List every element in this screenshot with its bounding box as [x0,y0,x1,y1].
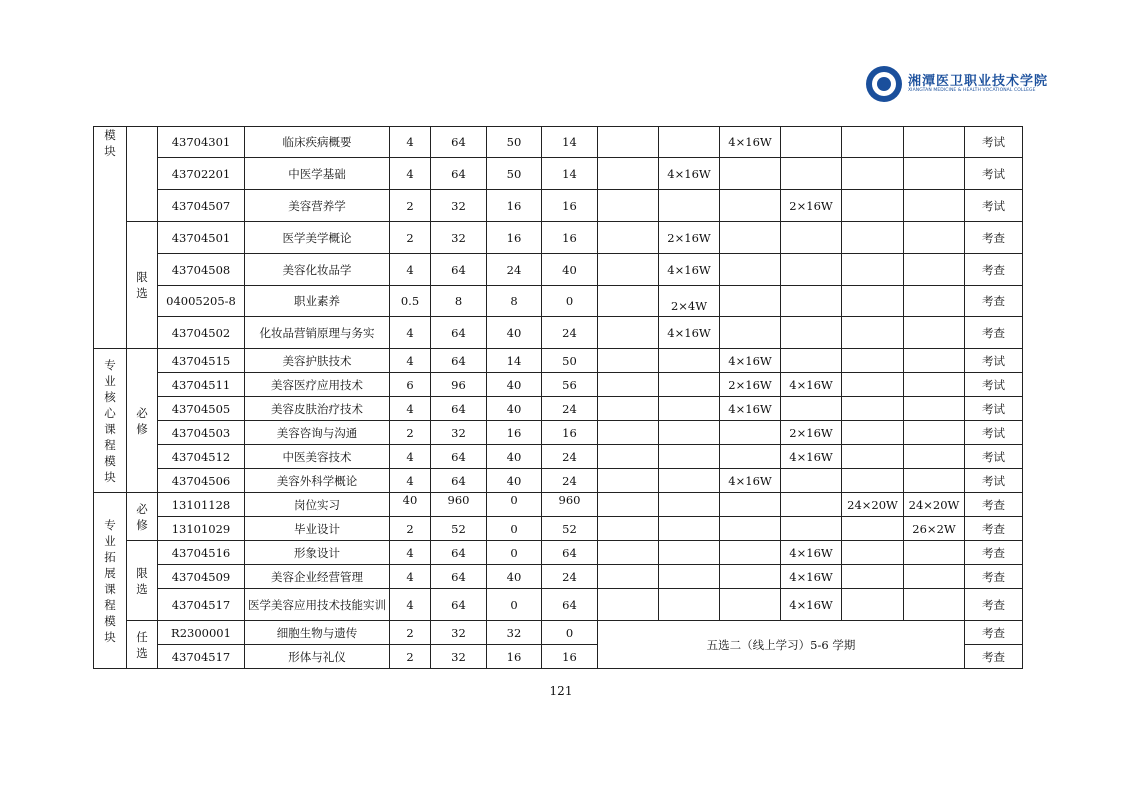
credit: 4 [390,565,431,589]
assessment: 考试 [965,190,1023,222]
semester-1 [598,286,659,317]
course-name: 中医美容技术 [245,445,390,469]
assessment: 考查 [965,621,1023,645]
course-name: 形象设计 [245,541,390,565]
semester-4 [781,397,842,421]
semester-5 [842,541,904,565]
total-hours: 64 [431,541,487,565]
course-name: 美容医疗应用技术 [245,373,390,397]
module-cell: 模块 [94,127,127,349]
practice-hours: 0 [542,621,598,645]
total-hours: 960 [431,493,487,517]
course-name: 美容外科学概论 [245,469,390,493]
assessment: 考查 [965,222,1023,254]
credit: 0.5 [390,286,431,317]
semester-1 [598,469,659,493]
college-name-en: XIANGTAN MEDICINE & HEALTH VOCATIONAL COLLEGE [908,88,1036,93]
semester-5 [842,286,904,317]
theory-hours: 0 [487,541,542,565]
practice-hours: 24 [542,397,598,421]
course-name: 美容护肤技术 [245,349,390,373]
practice-hours: 24 [542,469,598,493]
semester-4 [781,349,842,373]
theory-hours: 40 [487,445,542,469]
credit: 40 [390,493,431,517]
semester-4 [781,317,842,349]
semester-2: 4×16W [659,158,720,190]
semester-6 [904,190,965,222]
semester-2 [659,421,720,445]
assessment: 考试 [965,373,1023,397]
page-number: 121 [549,684,573,698]
semester-1 [598,373,659,397]
table-row [94,589,1023,621]
practice-hours: 40 [542,254,598,286]
semester-4 [781,493,842,517]
semester-2: 4×16W [659,254,720,286]
semester-4 [781,127,842,158]
practice-hours: 0 [542,286,598,317]
semester-4: 4×16W [781,445,842,469]
theory-hours: 50 [487,127,542,158]
theory-hours: 24 [487,254,542,286]
total-hours: 32 [431,621,487,645]
semester-2 [659,517,720,541]
course-code: 43704506 [158,469,245,493]
semester-3 [720,317,781,349]
semester-1 [598,445,659,469]
theory-hours: 40 [487,565,542,589]
semester-3 [720,158,781,190]
table-row [94,373,1023,397]
practice-hours: 52 [542,517,598,541]
semester-3 [720,589,781,621]
table-row [94,317,1023,349]
semester-4: 2×16W [781,190,842,222]
semester-2: 2×4W [659,286,720,317]
theory-hours: 0 [487,517,542,541]
practice-hours: 24 [542,317,598,349]
course-name: 形体与礼仪 [245,645,390,669]
semester-4: 4×16W [781,541,842,565]
table-row [94,493,1023,517]
semester-3 [720,222,781,254]
credit: 4 [390,349,431,373]
course-code: 04005205-8 [158,286,245,317]
semester-1 [598,493,659,517]
semester-2 [659,445,720,469]
credit: 4 [390,317,431,349]
semester-3 [720,421,781,445]
total-hours: 64 [431,445,487,469]
course-code: 43702201 [158,158,245,190]
semester-5 [842,517,904,541]
course-name: 化妆品营销原理与务实 [245,317,390,349]
course-name: 毕业设计 [245,517,390,541]
practice-hours: 24 [542,445,598,469]
course-code: 43704505 [158,397,245,421]
course-type-cell [127,127,158,222]
practice-hours: 56 [542,373,598,397]
table-row [94,127,1023,158]
semester-5 [842,127,904,158]
semester-3 [720,493,781,517]
total-hours: 64 [431,469,487,493]
semester-3 [720,541,781,565]
course-name: 中医学基础 [245,158,390,190]
curriculum-table [93,126,1023,669]
table-row [94,397,1023,421]
semester-3 [720,254,781,286]
semester-6 [904,445,965,469]
semester-2 [659,469,720,493]
assessment: 考试 [965,397,1023,421]
semester-3 [720,445,781,469]
semester-6 [904,127,965,158]
semester-6 [904,222,965,254]
semester-5 [842,565,904,589]
table-row [94,565,1023,589]
semester-6: 24×20W [904,493,965,517]
practice-hours: 50 [542,349,598,373]
semester-3: 4×16W [720,469,781,493]
semester-1 [598,541,659,565]
semester-1 [598,589,659,621]
assessment: 考查 [965,317,1023,349]
credit: 2 [390,621,431,645]
course-code: 43704517 [158,589,245,621]
college-seal-icon [866,66,902,102]
total-hours: 64 [431,397,487,421]
semester-5 [842,469,904,493]
semester-2 [659,373,720,397]
semester-2 [659,397,720,421]
theory-hours: 0 [487,493,542,517]
course-name: 美容企业经营管理 [245,565,390,589]
course-code: 43704511 [158,373,245,397]
assessment: 考试 [965,127,1023,158]
semester-4 [781,286,842,317]
credit: 4 [390,589,431,621]
course-code: 43704301 [158,127,245,158]
credit: 4 [390,397,431,421]
total-hours: 64 [431,254,487,286]
semester-1 [598,317,659,349]
total-hours: 8 [431,286,487,317]
assessment: 考试 [965,349,1023,373]
assessment: 考查 [965,645,1023,669]
credit: 2 [390,190,431,222]
semester-4: 4×16W [781,565,842,589]
semester-1 [598,421,659,445]
semester-2 [659,589,720,621]
total-hours: 64 [431,565,487,589]
course-code: 43704509 [158,565,245,589]
semester-6 [904,349,965,373]
college-logo [866,66,1049,106]
college-name-cn: 湘潭医卫职业技术学院 [908,74,1049,89]
credit: 4 [390,158,431,190]
practice-hours: 16 [542,645,598,669]
assessment: 考查 [965,517,1023,541]
assessment: 考试 [965,445,1023,469]
semester-6 [904,317,965,349]
semester-4: 4×16W [781,373,842,397]
course-code: 13101029 [158,517,245,541]
semester-2: 2×16W [659,222,720,254]
theory-hours: 40 [487,397,542,421]
semester-4 [781,517,842,541]
total-hours: 32 [431,190,487,222]
practice-hours: 64 [542,541,598,565]
table-row [94,621,1023,645]
assessment: 考试 [965,158,1023,190]
semester-2 [659,190,720,222]
semester-3 [720,190,781,222]
semester-2 [659,541,720,565]
table-row [94,158,1023,190]
semester-5 [842,445,904,469]
semester-5 [842,589,904,621]
assessment: 考查 [965,493,1023,517]
module-cell: 专业核心课程模块 [94,349,127,493]
course-code: 43704515 [158,349,245,373]
practice-hours: 960 [542,493,598,517]
semester-3: 4×16W [720,397,781,421]
theory-hours: 16 [487,421,542,445]
semester-1 [598,127,659,158]
theory-hours: 32 [487,621,542,645]
course-code: 43704502 [158,317,245,349]
total-hours: 64 [431,589,487,621]
semester-1 [598,190,659,222]
semester-4: 4×16W [781,589,842,621]
credit: 2 [390,517,431,541]
theory-hours: 40 [487,373,542,397]
theory-hours: 16 [487,222,542,254]
course-code: 43704507 [158,190,245,222]
assessment: 考查 [965,286,1023,317]
semester-2 [659,565,720,589]
credit: 4 [390,469,431,493]
practice-hours: 24 [542,565,598,589]
credit: 4 [390,254,431,286]
credit: 2 [390,222,431,254]
total-hours: 64 [431,349,487,373]
theory-hours: 14 [487,349,542,373]
semester-5 [842,349,904,373]
course-code: 43704508 [158,254,245,286]
semester-4 [781,254,842,286]
semester-6 [904,397,965,421]
semester-2 [659,127,720,158]
semester-2 [659,349,720,373]
semester-5 [842,222,904,254]
module-cell: 专业拓展课程模块 [94,493,127,669]
table-row [94,222,1023,254]
table-row [94,421,1023,445]
credit: 2 [390,421,431,445]
table-row [94,517,1023,541]
semester-1 [598,517,659,541]
semester-6 [904,254,965,286]
course-code: R2300001 [158,621,245,645]
semester-6 [904,421,965,445]
semester-1 [598,397,659,421]
theory-hours: 16 [487,190,542,222]
credit: 6 [390,373,431,397]
course-code: 43704517 [158,645,245,669]
course-code: 43704512 [158,445,245,469]
semester-5 [842,254,904,286]
semester-5: 24×20W [842,493,904,517]
semester-5 [842,373,904,397]
assessment: 考查 [965,254,1023,286]
table-row [94,445,1023,469]
theory-hours: 50 [487,158,542,190]
credit: 4 [390,445,431,469]
semester-1 [598,349,659,373]
semester-6 [904,469,965,493]
semester-1 [598,222,659,254]
course-code: 43704516 [158,541,245,565]
total-hours: 64 [431,158,487,190]
practice-hours: 16 [542,421,598,445]
semester-4 [781,469,842,493]
semester-3: 4×16W [720,127,781,158]
semester-5 [842,421,904,445]
course-type-cell: 必修 [127,349,158,493]
course-type-cell: 限选 [127,541,158,621]
course-name: 临床疾病概要 [245,127,390,158]
semester-5 [842,397,904,421]
semester-3: 2×16W [720,373,781,397]
semester-4 [781,222,842,254]
theory-hours: 0 [487,589,542,621]
semester-4 [781,158,842,190]
credit: 2 [390,645,431,669]
course-name: 医学美学概论 [245,222,390,254]
theory-hours: 8 [487,286,542,317]
semester-6 [904,286,965,317]
course-name: 职业素养 [245,286,390,317]
semester-1 [598,254,659,286]
total-hours: 64 [431,317,487,349]
semester-4: 2×16W [781,421,842,445]
semester-5 [842,190,904,222]
table-row [94,349,1023,373]
total-hours: 96 [431,373,487,397]
semester-3 [720,517,781,541]
semester-3 [720,565,781,589]
course-type-cell: 限选 [127,222,158,349]
total-hours: 52 [431,517,487,541]
assessment: 考试 [965,469,1023,493]
total-hours: 32 [431,421,487,445]
table-row [94,190,1023,222]
semester-5 [842,158,904,190]
table-row [94,541,1023,565]
course-name: 美容营养学 [245,190,390,222]
elective-note: 五选二（线上学习）5-6 学期 [598,621,965,669]
semester-2: 4×16W [659,317,720,349]
semester-6 [904,565,965,589]
practice-hours: 14 [542,127,598,158]
semester-6: 26×2W [904,517,965,541]
semester-1 [598,158,659,190]
course-name: 细胞生物与遗传 [245,621,390,645]
course-type-cell: 必修 [127,493,158,541]
total-hours: 32 [431,645,487,669]
course-name: 岗位实习 [245,493,390,517]
practice-hours: 14 [542,158,598,190]
credit: 4 [390,127,431,158]
table-row [94,469,1023,493]
total-hours: 32 [431,222,487,254]
table-row [94,254,1023,286]
assessment: 考查 [965,565,1023,589]
semester-3 [720,286,781,317]
assessment: 考查 [965,541,1023,565]
semester-6 [904,589,965,621]
semester-2 [659,493,720,517]
course-code: 43704501 [158,222,245,254]
theory-hours: 40 [487,317,542,349]
semester-1 [598,565,659,589]
practice-hours: 64 [542,589,598,621]
semester-3: 4×16W [720,349,781,373]
semester-5 [842,317,904,349]
practice-hours: 16 [542,222,598,254]
course-code: 13101128 [158,493,245,517]
semester-6 [904,373,965,397]
semester-6 [904,158,965,190]
course-name: 医学美容应用技术技能实训 [245,589,390,621]
course-code: 43704503 [158,421,245,445]
theory-hours: 40 [487,469,542,493]
total-hours: 64 [431,127,487,158]
course-type-cell: 任选 [127,621,158,669]
course-name: 美容咨询与沟通 [245,421,390,445]
theory-hours: 16 [487,645,542,669]
course-name: 美容皮肤治疗技术 [245,397,390,421]
course-name: 美容化妆品学 [245,254,390,286]
table-row [94,286,1023,317]
assessment: 考试 [965,421,1023,445]
practice-hours: 16 [542,190,598,222]
assessment: 考查 [965,589,1023,621]
credit: 4 [390,541,431,565]
semester-6 [904,541,965,565]
